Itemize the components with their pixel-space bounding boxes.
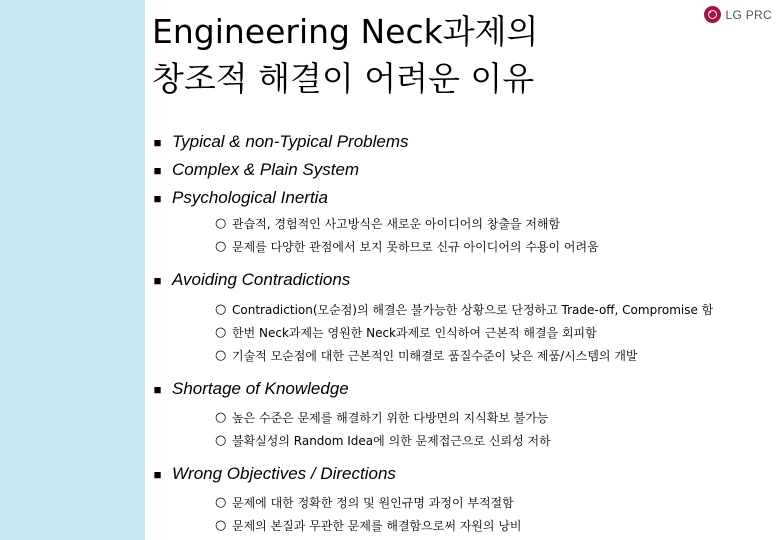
circle-bullet-icon: ○: [215, 239, 227, 254]
lg-logo-icon: [704, 6, 721, 23]
square-bullet-icon: ■: [153, 162, 162, 178]
sub-bullet-text: 기술적 모순점에 대한 근본적인 미해결로 품질수준이 낮은 제품/시스템의 개발: [232, 349, 638, 363]
title-line-2: 창조적 해결이 어려운 이유: [152, 59, 535, 98]
bullet-text: Typical & non-Typical Problems: [172, 132, 409, 151]
square-bullet-icon: ■: [153, 272, 162, 288]
sub-bullet-item: [151, 212, 776, 235]
circle-bullet-icon: ○: [215, 433, 227, 448]
circle-bullet-icon: ○: [215, 216, 227, 231]
bullet-text: Avoiding Contradictions: [172, 270, 351, 289]
circle-bullet-icon: ○: [215, 410, 227, 425]
company-logo: [704, 6, 772, 23]
bullet-text: Wrong Objectives / Directions: [172, 464, 396, 483]
sub-bullet-item: [151, 235, 776, 258]
circle-bullet-icon: ○: [215, 302, 227, 317]
sub-bullet-text: 문제의 본질과 무관한 문제를 해결함으로써 자원의 낭비: [232, 519, 522, 533]
circle-bullet-icon: ○: [215, 348, 227, 363]
circle-bullet-icon: ○: [215, 325, 227, 340]
square-bullet-icon: ■: [153, 190, 162, 206]
sub-bullet-item: [151, 406, 776, 429]
bullet-item: [151, 460, 776, 488]
square-bullet-icon: ■: [153, 466, 162, 482]
logo-text: LG PRC: [725, 7, 772, 22]
circle-bullet-icon: ○: [215, 518, 227, 533]
bullet-item: [151, 156, 776, 184]
sub-bullet-text: 불확실성의 Random Idea에 의한 문제접근으로 신뢰성 저하: [232, 434, 551, 448]
square-bullet-icon: ■: [153, 381, 162, 397]
left-accent-band: [0, 0, 145, 540]
circle-bullet-icon: ○: [215, 495, 227, 510]
slide-title: [152, 8, 672, 102]
title-line-1: Engineering Neck과제의: [152, 12, 539, 51]
bullet-item: [151, 184, 776, 212]
sub-bullet-item: [151, 344, 776, 367]
bullet-item: [151, 128, 776, 156]
sub-bullet-text: 한번 Neck과제는 영원한 Neck과제로 인식하여 근본적 해결을 회피함: [232, 326, 597, 340]
sub-bullet-item: [151, 491, 776, 514]
bullet-item: [151, 266, 776, 294]
bullet-list: [151, 128, 776, 537]
square-bullet-icon: ■: [153, 134, 162, 150]
sub-bullet-item: [151, 298, 776, 321]
bullet-text: Complex & Plain System: [172, 160, 360, 179]
sub-bullet-text: Contradiction(모순점)의 해결은 불가능한 상황으로 단정하고 Trade-off, Compromise 함: [232, 303, 714, 317]
sub-bullet-item: [151, 321, 776, 344]
sub-bullet-item: [151, 514, 776, 537]
sub-bullet-text: 관습적, 경험적인 사고방식은 새로운 아이디어의 창출을 저해함: [232, 217, 561, 231]
bullet-item: [151, 375, 776, 403]
bullet-text: Psychological Inertia: [172, 188, 328, 207]
sub-bullet-text: 문제를 다양한 관점에서 보지 못하므로 신규 아이디어의 수용이 어려움: [232, 240, 599, 254]
bullet-text: Shortage of Knowledge: [172, 379, 349, 398]
sub-bullet-item: [151, 429, 776, 452]
sub-bullet-text: 문제에 대한 정확한 정의 및 원인규명 과정이 부적절함: [232, 496, 514, 510]
sub-bullet-text: 높은 수준은 문제를 해결하기 위한 다방면의 지식확보 불가능: [232, 411, 549, 425]
